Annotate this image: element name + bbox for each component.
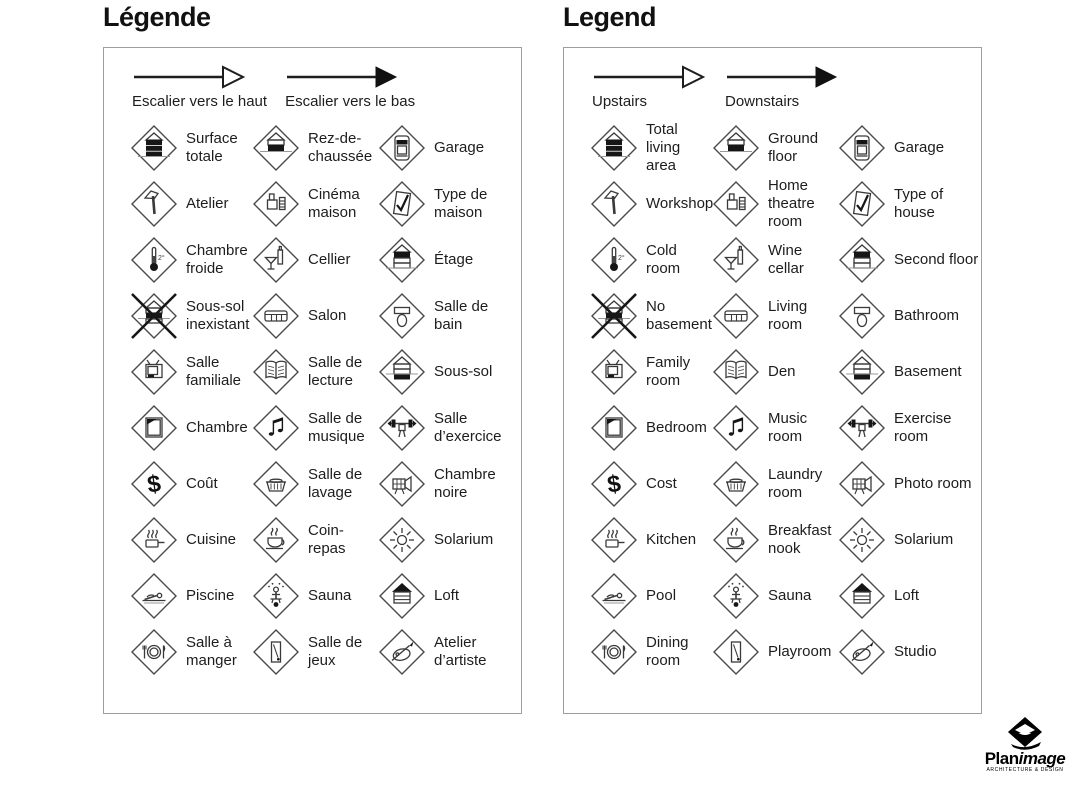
legend-item-label: Cinéma maison [308, 186, 360, 221]
legend-item-label: Surface totale [186, 130, 238, 165]
svg-text:2°: 2° [158, 255, 165, 262]
planimage-logo [975, 716, 1075, 773]
legend-item [590, 232, 712, 288]
legend-item [838, 400, 980, 456]
bathroom-icon [838, 292, 886, 340]
legend-item [378, 400, 520, 456]
legend-item-label: Second floor [894, 251, 979, 268]
solarium-icon [838, 516, 886, 564]
legend-item-label: Solarium [434, 531, 494, 548]
legend-item-label: Photo room [894, 475, 972, 492]
legend-item [130, 120, 252, 176]
legend-item-label: Family room [646, 354, 691, 389]
legend-item [838, 288, 980, 344]
playroom-icon [252, 628, 300, 676]
legend-item [252, 456, 378, 512]
family-room-icon [590, 348, 638, 396]
legend-items-grid [130, 120, 521, 680]
legend-item-label: Salle de lecture [308, 354, 363, 389]
legend-item [712, 288, 838, 344]
legend-item [252, 344, 378, 400]
legend-item-label: Sauna [768, 587, 812, 604]
stairs-down-arrow-icon [285, 64, 400, 90]
stairs-up-label: Upstairs [592, 93, 648, 110]
stairs-down-entry [285, 64, 415, 110]
legend-item [378, 512, 520, 568]
legend-item-label: Salle à manger [186, 634, 237, 669]
ground-floor-icon [712, 124, 760, 172]
legend-item [590, 568, 712, 624]
legend-item-label: Étage [434, 251, 474, 268]
english-panel-title: Legend [563, 2, 657, 32]
legend-item-label: Cuisine [186, 531, 237, 548]
exercise-room-icon [838, 404, 886, 452]
legend-item [130, 232, 252, 288]
cold-room-icon [590, 236, 638, 284]
svg-text:2°: 2° [618, 255, 625, 262]
legend-item [712, 344, 838, 400]
stairs-up-entry [592, 64, 707, 110]
breakfast-nook-icon [252, 516, 300, 564]
legend-item [838, 232, 980, 288]
legend-item [130, 568, 252, 624]
bathroom-icon [378, 292, 426, 340]
legend-item [130, 456, 252, 512]
house-type-icon [378, 180, 426, 228]
legend-item-label: Studio [894, 643, 937, 660]
stairs-up-label: Escalier vers le haut [132, 93, 268, 110]
kitchen-icon [590, 516, 638, 564]
legend-item [252, 120, 378, 176]
french-panel-title: Légende [103, 2, 211, 32]
pool-icon [590, 572, 638, 620]
workshop-icon [130, 180, 178, 228]
french-legend-panel [103, 47, 522, 714]
legend-item [712, 120, 838, 176]
cost-icon [130, 460, 178, 508]
stairs-up-arrow-icon [592, 64, 707, 90]
legend-item-label: Cold room [646, 242, 681, 277]
stairs-down-label: Downstairs [725, 93, 800, 110]
legend-item [130, 624, 252, 680]
legend-item-label: Sauna [308, 587, 352, 604]
playroom-icon [712, 628, 760, 676]
legend-item-label: Pool [646, 587, 677, 604]
legend-item [590, 512, 712, 568]
english-legend-panel [563, 47, 982, 714]
legend-item [590, 120, 712, 176]
legend-item-label: Loft [894, 587, 920, 604]
legend-item-label: Workshop [646, 195, 714, 212]
legend-item [712, 512, 838, 568]
pool-icon [130, 572, 178, 620]
legend-item-label: Garage [434, 139, 485, 156]
legend-item-label: Laundry room [768, 466, 823, 501]
workshop-icon [590, 180, 638, 228]
legend-item [838, 456, 980, 512]
legend-item-label: Salle de jeux [308, 634, 363, 669]
legend-item [838, 120, 980, 176]
sauna-icon [252, 572, 300, 620]
dining-room-icon [130, 628, 178, 676]
dining-room-icon [590, 628, 638, 676]
cold-room-icon [130, 236, 178, 284]
bedroom-icon [590, 404, 638, 452]
legend-item-label: Music room [768, 410, 808, 445]
legend-item [590, 400, 712, 456]
legend-item-label: Living room [768, 298, 808, 333]
legend-item-label: Sous-sol inexistant [186, 298, 250, 333]
photo-room-icon [378, 460, 426, 508]
legend-item-label: No basement [646, 298, 712, 333]
photo-room-icon [838, 460, 886, 508]
legend-item [378, 624, 520, 680]
total-area-icon [130, 124, 178, 172]
legend-items-grid [590, 120, 981, 680]
legend-item [252, 176, 378, 232]
legend-item-label: Chambre [186, 419, 248, 436]
stairs-down-entry [725, 64, 840, 110]
legend-item-label: Atelier [186, 195, 229, 212]
legend-item-label: Coin-repas [308, 522, 346, 557]
cost-icon [590, 460, 638, 508]
exercise-room-icon [378, 404, 426, 452]
sauna-icon [712, 572, 760, 620]
garage-icon [838, 124, 886, 172]
legend-item [378, 288, 520, 344]
legend-item [838, 344, 980, 400]
legend-item-label: Basement [894, 363, 962, 380]
legend-item [590, 288, 712, 344]
legend-item [378, 232, 520, 288]
garage-icon [378, 124, 426, 172]
no-basement-icon [590, 292, 638, 340]
basement-icon [838, 348, 886, 396]
legend-item-label: Type of house [894, 186, 944, 221]
svg-text:$: $ [145, 470, 163, 499]
legend-item-label: Dining room [646, 634, 689, 669]
solarium-icon [378, 516, 426, 564]
legend-item-label: Salle d’exercice [434, 410, 502, 445]
stairs-up-entry [132, 64, 267, 110]
legend-item-label: Sous-sol [434, 363, 493, 380]
planimage-logo-text [975, 749, 1075, 768]
legend-item [378, 456, 520, 512]
legend-item-label: Home theatre room [768, 177, 815, 230]
stairs-up-arrow-icon [132, 64, 247, 90]
legend-item [378, 568, 520, 624]
bedroom-icon [130, 404, 178, 452]
legend-item [130, 176, 252, 232]
legend-item-label: Type de maison [434, 186, 488, 221]
second-floor-icon [838, 236, 886, 284]
family-room-icon [130, 348, 178, 396]
legend-item-label: Atelier d’artiste [434, 634, 487, 669]
stairs-down-label: Escalier vers le bas [285, 93, 416, 110]
legend-item [838, 568, 980, 624]
legend-item [378, 120, 520, 176]
legend-item [712, 400, 838, 456]
stairs-arrows-row [104, 48, 521, 110]
legend-item [590, 176, 712, 232]
legend-item [590, 456, 712, 512]
legend-item-label: Piscine [186, 587, 235, 604]
living-room-icon [252, 292, 300, 340]
legend-item [712, 624, 838, 680]
legend-item-label: Exercise room [894, 410, 952, 445]
legend-item [130, 512, 252, 568]
legend-item-label: Cost [646, 475, 677, 492]
laundry-room-icon [252, 460, 300, 508]
legend-item-label: Breakfast nook [768, 522, 832, 557]
legend-item [252, 512, 378, 568]
house-type-icon [838, 180, 886, 228]
legend-item-label: Garage [894, 139, 945, 156]
laundry-room-icon [712, 460, 760, 508]
planimage-logo-tagline: ARCHITECTURE & DESIGN [986, 767, 1064, 773]
legend-item [252, 624, 378, 680]
music-room-icon [712, 404, 760, 452]
logo-text-plan: Plan [984, 749, 1019, 768]
legend-item [252, 288, 378, 344]
legend-item [838, 176, 980, 232]
loft-icon [378, 572, 426, 620]
legend-item [252, 232, 378, 288]
planimage-logo-icon [1005, 716, 1045, 752]
legend-item-label: Kitchen [646, 531, 697, 548]
legend-item-label: Rez-de-chaussée [308, 130, 373, 165]
legend-item [130, 344, 252, 400]
home-theatre-icon [712, 180, 760, 228]
studio-icon [378, 628, 426, 676]
music-room-icon [252, 404, 300, 452]
stairs-arrows-row [564, 48, 981, 110]
legend-item-label: Chambre froide [186, 242, 248, 277]
legend-item-label: Ground floor [768, 130, 819, 165]
breakfast-nook-icon [712, 516, 760, 564]
legend-item [712, 568, 838, 624]
total-area-icon [590, 124, 638, 172]
legend-item [838, 624, 980, 680]
legend-item-label: Coût [186, 475, 218, 492]
legend-item-label: Total living area [646, 121, 681, 174]
legend-item [378, 176, 520, 232]
legend-item [712, 456, 838, 512]
loft-icon [838, 572, 886, 620]
legend-item [838, 512, 980, 568]
legend-item-label: Salle de bain [434, 298, 489, 333]
wine-cellar-icon [252, 236, 300, 284]
svg-text:$: $ [605, 470, 623, 499]
legend-item-label: Loft [434, 587, 460, 604]
legend-item-label: Cellier [308, 251, 351, 268]
legend-item-label: Salle de musique [308, 410, 365, 445]
legend-item [712, 232, 838, 288]
legend-item [130, 288, 252, 344]
wine-cellar-icon [712, 236, 760, 284]
legend-item-label: Playroom [768, 643, 832, 660]
home-theatre-icon [252, 180, 300, 228]
basement-icon [378, 348, 426, 396]
legend-item [130, 400, 252, 456]
logo-text-image: image [1018, 749, 1066, 768]
legend-item [252, 400, 378, 456]
second-floor-icon [378, 236, 426, 284]
legend-item [590, 344, 712, 400]
legend-item-label: Salle familiale [186, 354, 242, 389]
studio-icon [838, 628, 886, 676]
no-basement-icon [130, 292, 178, 340]
legend-item [378, 344, 520, 400]
legend-item-label: Solarium [894, 531, 954, 548]
kitchen-icon [130, 516, 178, 564]
den-icon [712, 348, 760, 396]
legend-item-label: Chambre noire [434, 466, 496, 501]
legend-item-label: Salle de lavage [308, 466, 363, 501]
living-room-icon [712, 292, 760, 340]
legend-item [252, 568, 378, 624]
legend-item-label: Bathroom [894, 307, 960, 324]
legend-item-label: Bedroom [646, 419, 707, 436]
legend-item-label: Salon [308, 307, 347, 324]
legend-item-label: Wine cellar [768, 242, 804, 277]
stairs-down-arrow-icon [725, 64, 840, 90]
den-icon [252, 348, 300, 396]
legend-item-label: Den [768, 363, 796, 380]
legend-item [590, 624, 712, 680]
legend-item [712, 176, 838, 232]
ground-floor-icon [252, 124, 300, 172]
